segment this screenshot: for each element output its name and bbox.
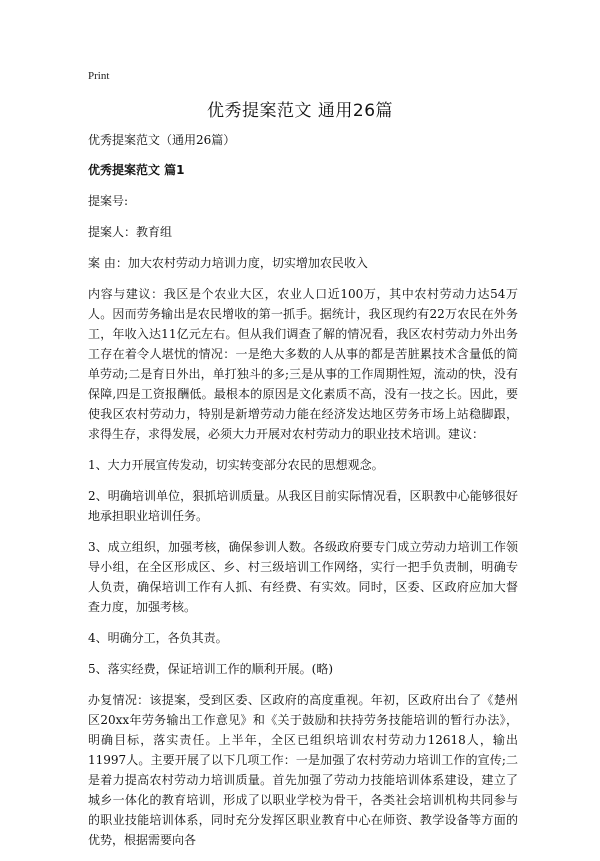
section-heading: 优秀提案范文 篇1: [88, 163, 185, 177]
suggestion-item-3: 3、成立组织，加强考核，确保参训人数。各级政府要专门成立劳动力培训工作领导小组，在全区形成区、乡、村三级培训工作网络，实行一把手负责制，明确专人负责，确保培训工作有人抓、有经费、有实效。同时，区委、区政府应加大督查力度，加强考核。: [88, 540, 518, 614]
print-label: Print: [88, 70, 110, 82]
suggestion-item-5: 5、落实经费，保证培训工作的顺利开展。(略): [88, 662, 333, 676]
document-title: 优秀提案范文 通用26篇: [206, 101, 394, 121]
proposal-number: 提案号:: [88, 194, 129, 208]
suggestion-item-4: 4、明确分工，各负其责。: [88, 631, 228, 645]
proposer: 提案人：教育组: [88, 225, 173, 239]
document-subtitle: 优秀提案范文（通用26篇）: [88, 133, 236, 147]
document-body: [88, 130, 518, 861]
content-suggestion-paragraph: 内容与建议：我区是个农业大区，农业人口近100万，其中农村劳动力达54万人。因而劳务输出是农民增收的第一抓手。据统计，我区现约有22万农民在外务工，年收入达11亿元左右。但从我们调查了解的情况看，我区农村劳动力外出务工存在着令人堪忧的情况：一是绝大多数的人从事的都是苦脏累技术含量低的简单劳动;二是育日外出，单打独斗的多;三是从事的工作周期性短，流动的快，没有保障,四是工资报酬低。最根本的原因是文化素质不高，没有一技之长。因此，要使我区农村劳动力，特别是新增劳动力能在经济发达地区劳务市场上站稳脚跟，求得生存，求得发展，必须大力开展对农村劳动力的职业技术培训。建议：: [88, 287, 518, 441]
handling-paragraph: 办复情况：该提案，受到区委、区政府的高度重视。年初，区政府出台了《楚州区20xx年劳务输出工作意见》和《关于鼓励和扶持劳务技能培训的暂行办法》，明确目标，落实责任。上半年，全区已组织培训农村劳动力12618人，输出11997人。主要开展了以下几项工作：一是加强了农村劳动力培训工作的宣传;二是着力提高农村劳动力培训质量。首先加强了劳动力技能培训体系建设，建立了城乡一体化的教育培训，形成了以职业学校为骨干，各类社会培训机构共同参与的职业技能培训体系，同时充分发挥区职业教育中心在师资、教学设备等方面的优势，根据需要向各: [88, 693, 518, 847]
suggestion-item-2: 2、明确培训单位，狠抓培训质量。从我区目前实际情况看，区职教中心能够很好地承担职业培训任务。: [88, 489, 518, 523]
suggestion-item-1: 1、大力开展宣传发动，切实转变部分农民的思想观念。: [88, 458, 384, 472]
proposal-cause: 案 由：加大农村劳动力培训力度，切实增加农民收入: [88, 256, 368, 270]
